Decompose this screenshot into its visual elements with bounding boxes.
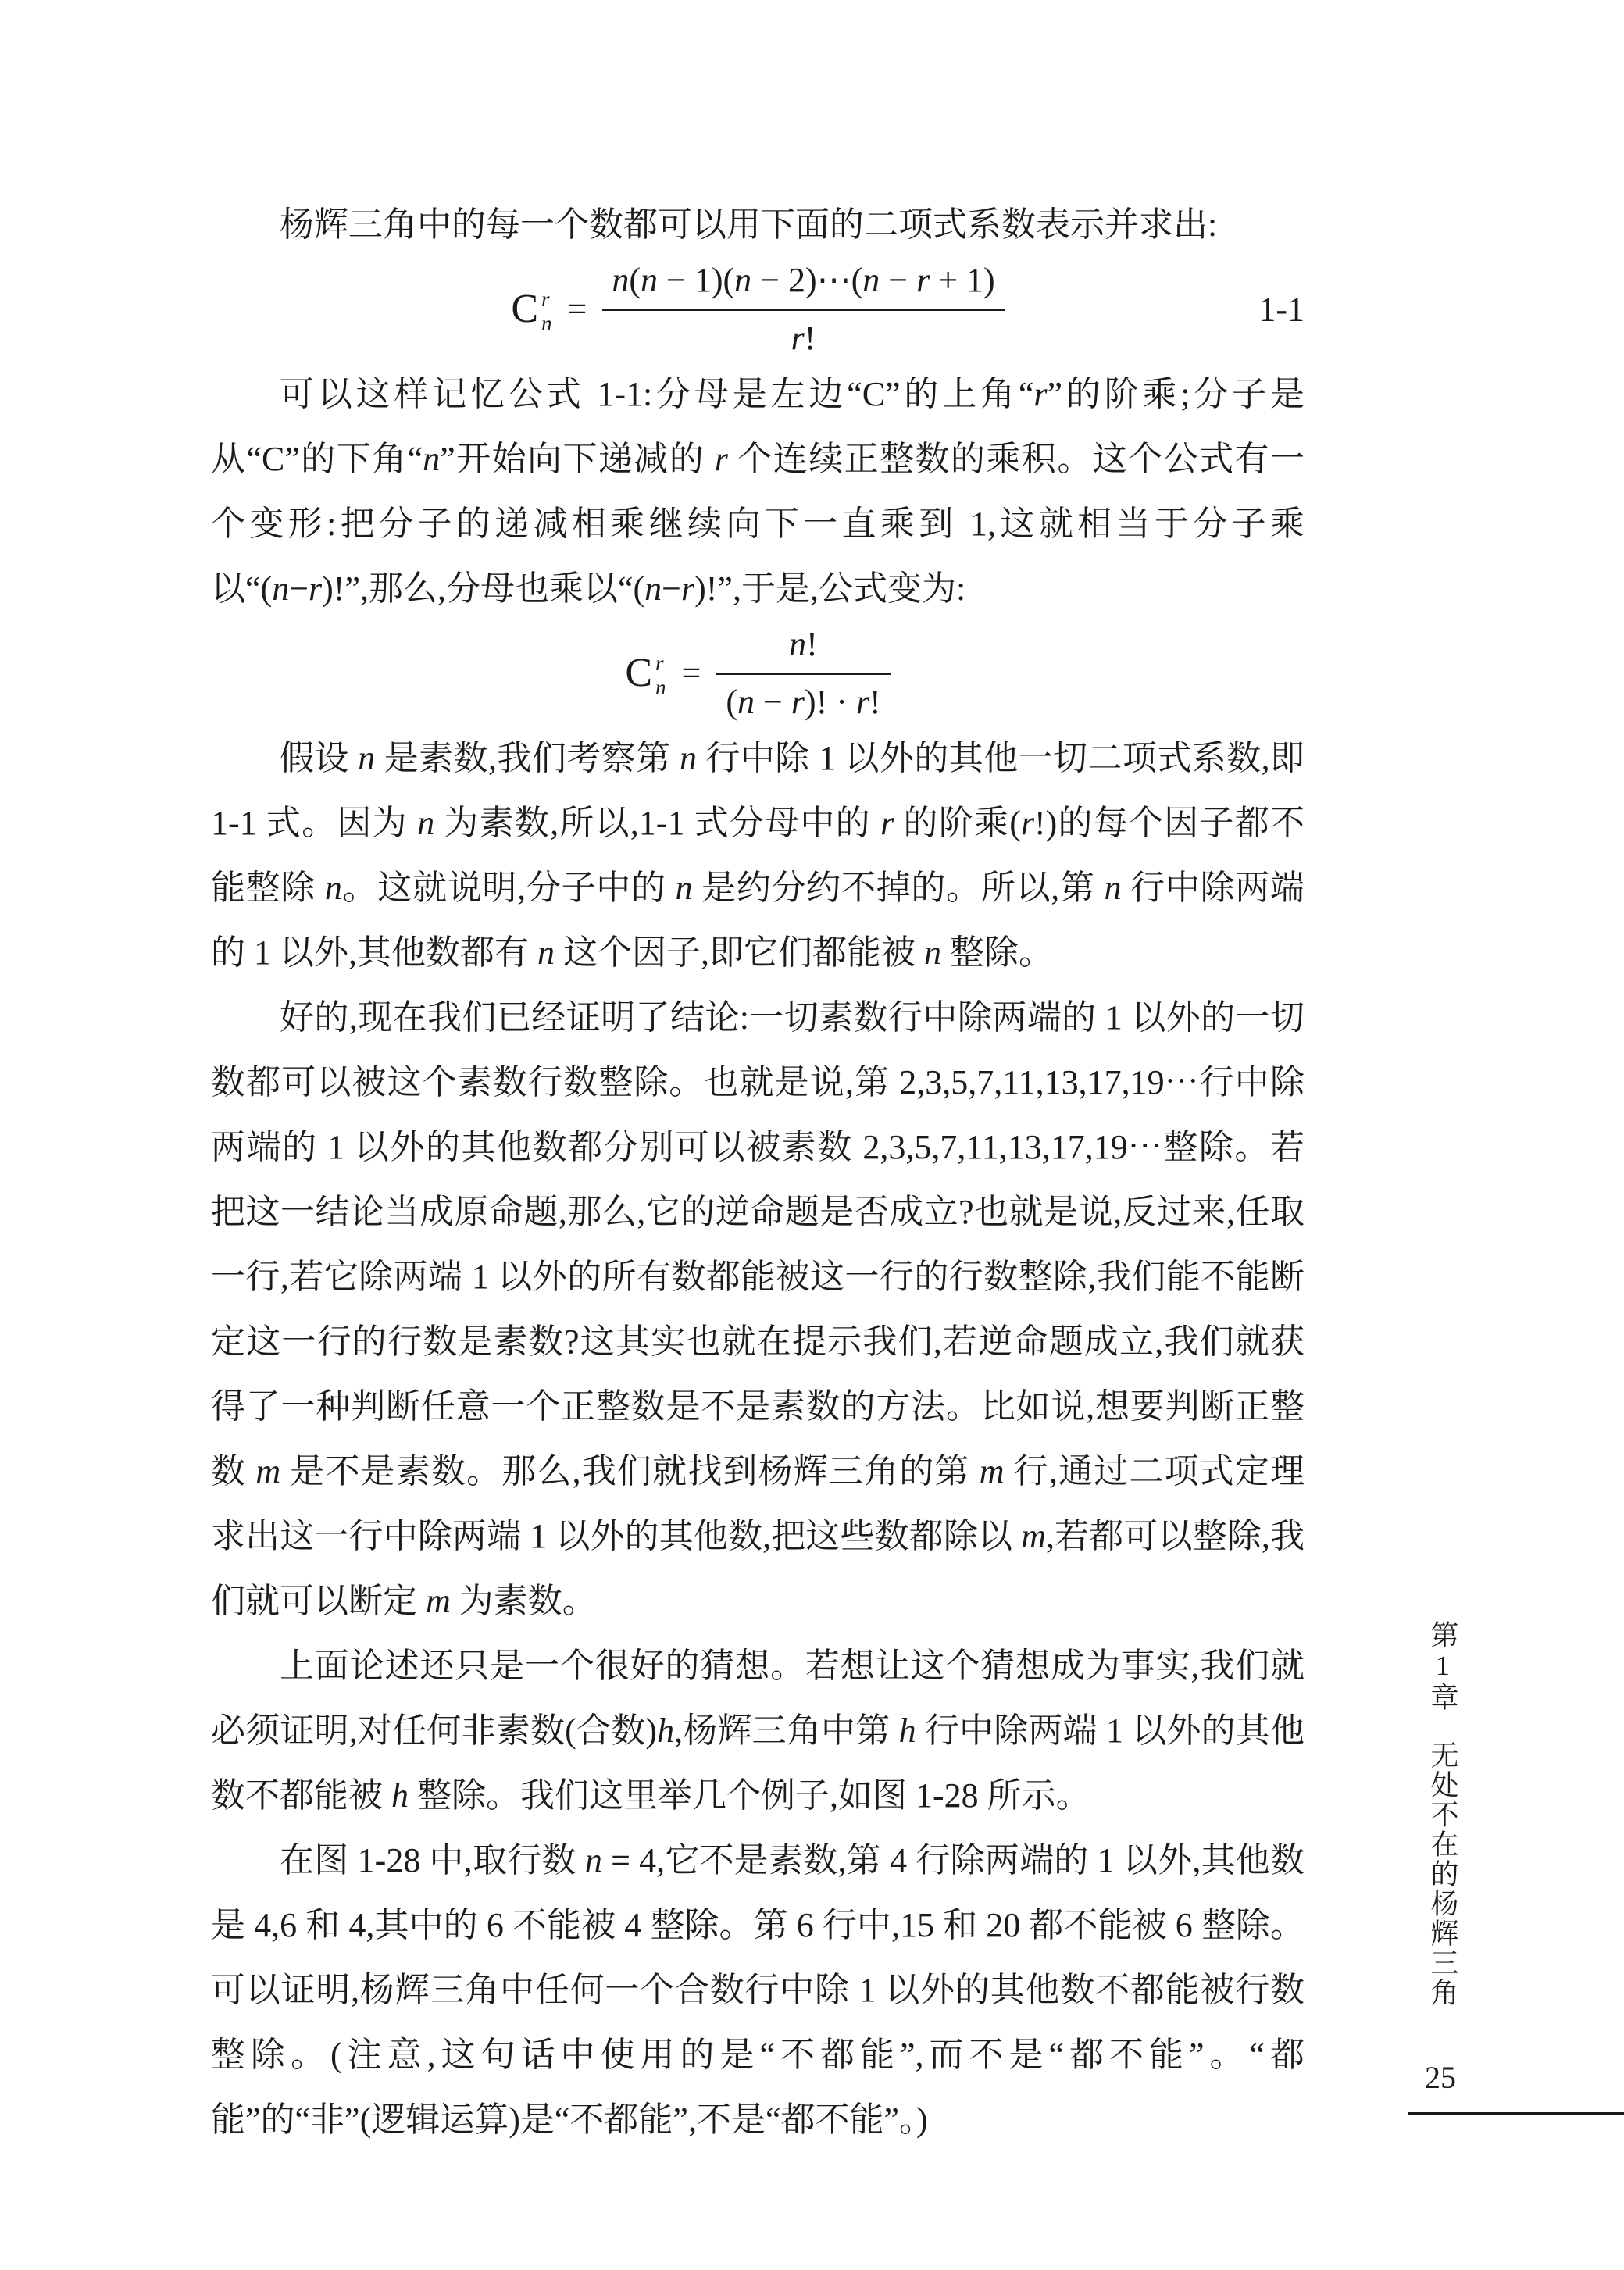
formula-expression [625,626,890,719]
page-number: 25 [1425,2060,1456,2095]
equals-sign: = [567,289,587,328]
fraction-denominator: r! [602,309,1004,356]
equation-number: 1-1 [1258,290,1305,329]
binomial-base: C [511,287,539,331]
fraction-numerator: n(n − 1)(n − 2)⋯(n − r + 1) [612,261,995,300]
equals-sign: = [681,653,701,692]
binomial-subscript: n [655,676,666,699]
paragraph-prime-proof: 假设 n 是素数,我们考察第 n 行中除 1 以外的其他一切二项式系数,即 1-1 式。因为 n 为素数,所以,1-1 式分母中的 r 的阶乘(r!)的每个因子都不能整除 n。这就说明,分子中的 n 是约分约不掉的。所以,第 n 行中除两端的 1 以外,其他数都有 n 这个因子,即它们都能被 n 整除。 [211,739,1305,972]
binomial-scripts [655,653,666,698]
binomial-symbol [625,651,666,699]
formula-expression [511,262,1004,355]
page-text-block [211,0,1305,2152]
fraction-numerator: n! [789,625,818,664]
binomial-superscript: r [655,651,664,675]
paragraph-conjecture: 上面论述还只是一个很好的猜想。若想让这个猜想成为事实,我们就必须证明,对任何非素数(合数)h,杨辉三角中第 h 行中除两端 1 以外的其他数不都能被 h 整除。我们这里举几个例子,如图 1-28 所示。 [211,1647,1305,1815]
footer-rule [1408,2112,1624,2115]
paragraph-converse-question: 好的,现在我们已经证明了结论:一切素数行中除两端的 1 以外的一切数都可以被这个素数行数整除。也就是说,第 2,3,5,7,11,13,17,19⋯行中除两端的 1 以外的其他数都分别可以被素数 2,3,5,7,11,13,17,19⋯整除。若把这一结论当成原命题,那么,它的逆命题是否成立?也就是说,反过来,任取一行,若它除两端 1 以外的所有数都能被这一行的行数整除,我们能不能断定这一行的行数是素数?这其实也就在提示我们,若逆命题成立,我们就获得了一种判断任意一个正整数是不是素数的方法。比如说,想要判断正整数 m 是不是素数。那么,我们就找到杨辉三角的第 m 行,通过二项式定理求出这一行中除两端 1 以外的其他数,把这些数都除以 m,若都可以整除,我们就可以断定 m 为素数。 [211,998,1305,1620]
paragraph-intro: 杨辉三角中的每一个数都可以用下面的二项式系数表示并求出: [280,205,1218,244]
binomial-base: C [625,651,652,695]
paragraph-mnemonic: 可以这样记忆公式 1-1:分母是左边“C”的上角“r”的阶乘;分子是从“C”的下角“n”开始向下递减的 r 个连续正整数的乘积。这个公式有一个变形:把分子的递减相乘继续向下一直乘到 1,这就相当于分子乘以“(n−r)!”,那么,分母也乘以“(n−r)!”,于是,公式变为: [211,375,1305,608]
formula-factorial-form [211,621,1305,726]
binomial-symbol [511,287,552,335]
binomial-scripts [541,289,552,334]
chapter-title-vertical: 无处不在的杨辉三角 [1427,1740,1458,2008]
chapter-number-vertical: 第1章 [1427,1620,1458,1712]
formula-binomial-expansion [211,257,1305,362]
fraction [602,262,1004,355]
binomial-superscript: r [541,287,550,311]
paragraph-counterexamples: 在图 1-28 中,取行数 n = 4,它不是素数,第 4 行除两端的 1 以外,其他数是 4,6 和 4,其中的 6 不能被 4 整除。第 6 行中,15 和 20 都不能被 6 整除。可以证明,杨辉三角中任何一个合数行中除 1 以外的其他数不都能被行数整除。(注意,这句话中使用的是“不都能”,而不是“都不能”。“都能”的“非”(逻辑运算)是“不都能”,不是“都不能”。) [211,1841,1305,2139]
fraction [716,626,890,719]
binomial-subscript: n [541,312,552,335]
fraction-denominator: (n − r)! · r! [716,673,890,720]
